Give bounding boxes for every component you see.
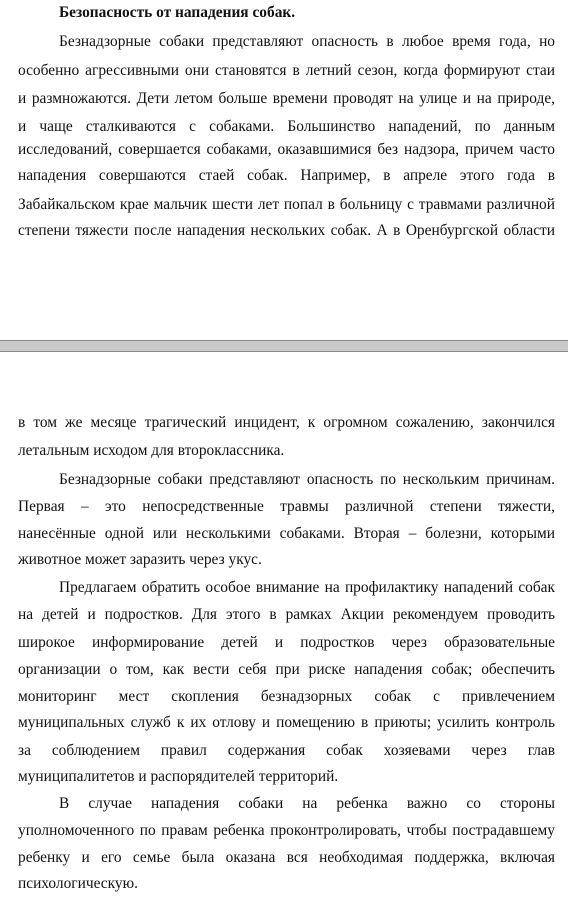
paragraph-line: на детей и подростков. Для этого в рамках Акции рекомендуем проводить: [18, 606, 555, 623]
paragraph-line: нападения совершаются стаей собак. Например, в апреле этого года в: [18, 167, 555, 184]
paragraph-line: широкое информирование детей и подростков через образовательные: [18, 634, 555, 651]
document-page-1: [0, 0, 568, 340]
paragraph-line: особенно агрессивными они становятся в летний сезон, когда формируют стаи: [18, 62, 555, 79]
paragraph-line: В случае нападения собаки на ребенка важно со стороны: [59, 795, 555, 812]
paragraph-line: организации о том, как вести себя при риске нападения собак; обеспечить: [18, 661, 555, 678]
paragraph-line: и размножаются. Дети летом больше времени проводят на улице и на природе,: [18, 90, 555, 107]
document-title: Безопасность от нападения собак.: [59, 4, 296, 21]
paragraph-line: Безнадзорные собаки представляют опасность по нескольким причинам.: [59, 471, 555, 488]
paragraph-line: Забайкальском крае мальчик шести лет попал в больницу с травмами различной: [18, 196, 555, 213]
paragraph-line: Безнадзорные собаки представляют опасность в любое время года, но: [59, 33, 555, 50]
paragraph-line: летальным исходом для второклассника.: [18, 442, 285, 459]
page-separator: [0, 340, 568, 352]
paragraph-line: ребенку и его семье была оказана вся необходимая поддержка, включая: [18, 849, 555, 866]
paragraph-line: мониторинг мест скопления безнадзорных собак с привлечением: [18, 688, 555, 705]
paragraph-line: муниципалитетов и распорядителей территорий.: [18, 768, 339, 785]
paragraph-line: за соблюдением правил содержания собак хозяевами через глав: [18, 742, 555, 759]
paragraph-line: и чаще сталкиваются с собаками. Большинство нападений, по данным: [18, 118, 555, 135]
paragraph-line: исследований, совершается собаками, оказавшимися без надзора, причем часто: [18, 141, 555, 158]
paragraph-line: Первая – это непосредственные травмы различной степени тяжести,: [18, 498, 555, 515]
paragraph-line: муниципальных служб к их отлову и помещению в приюты; усилить контроль: [18, 714, 555, 731]
paragraph-line: психологическую.: [18, 875, 138, 892]
paragraph-line: степени тяжести после нападения нескольких собак. А в Оренбургской области: [18, 222, 555, 239]
paragraph-line: Предлагаем обратить особое внимание на профилактику нападений собак: [59, 579, 555, 596]
document-page-2: [0, 352, 568, 899]
paragraph-line: животное может заразить через укус.: [18, 551, 262, 568]
paragraph-line: нанесённые одной или несколькими собаками. Вторая – болезни, которыми: [18, 525, 555, 542]
paragraph-line: уполномоченного по правам ребенка проконтролировать, чтобы пострадавшему: [18, 822, 555, 839]
paragraph-line: в том же месяце трагический инцидент, к огромном сожалению, закончился: [18, 414, 555, 431]
